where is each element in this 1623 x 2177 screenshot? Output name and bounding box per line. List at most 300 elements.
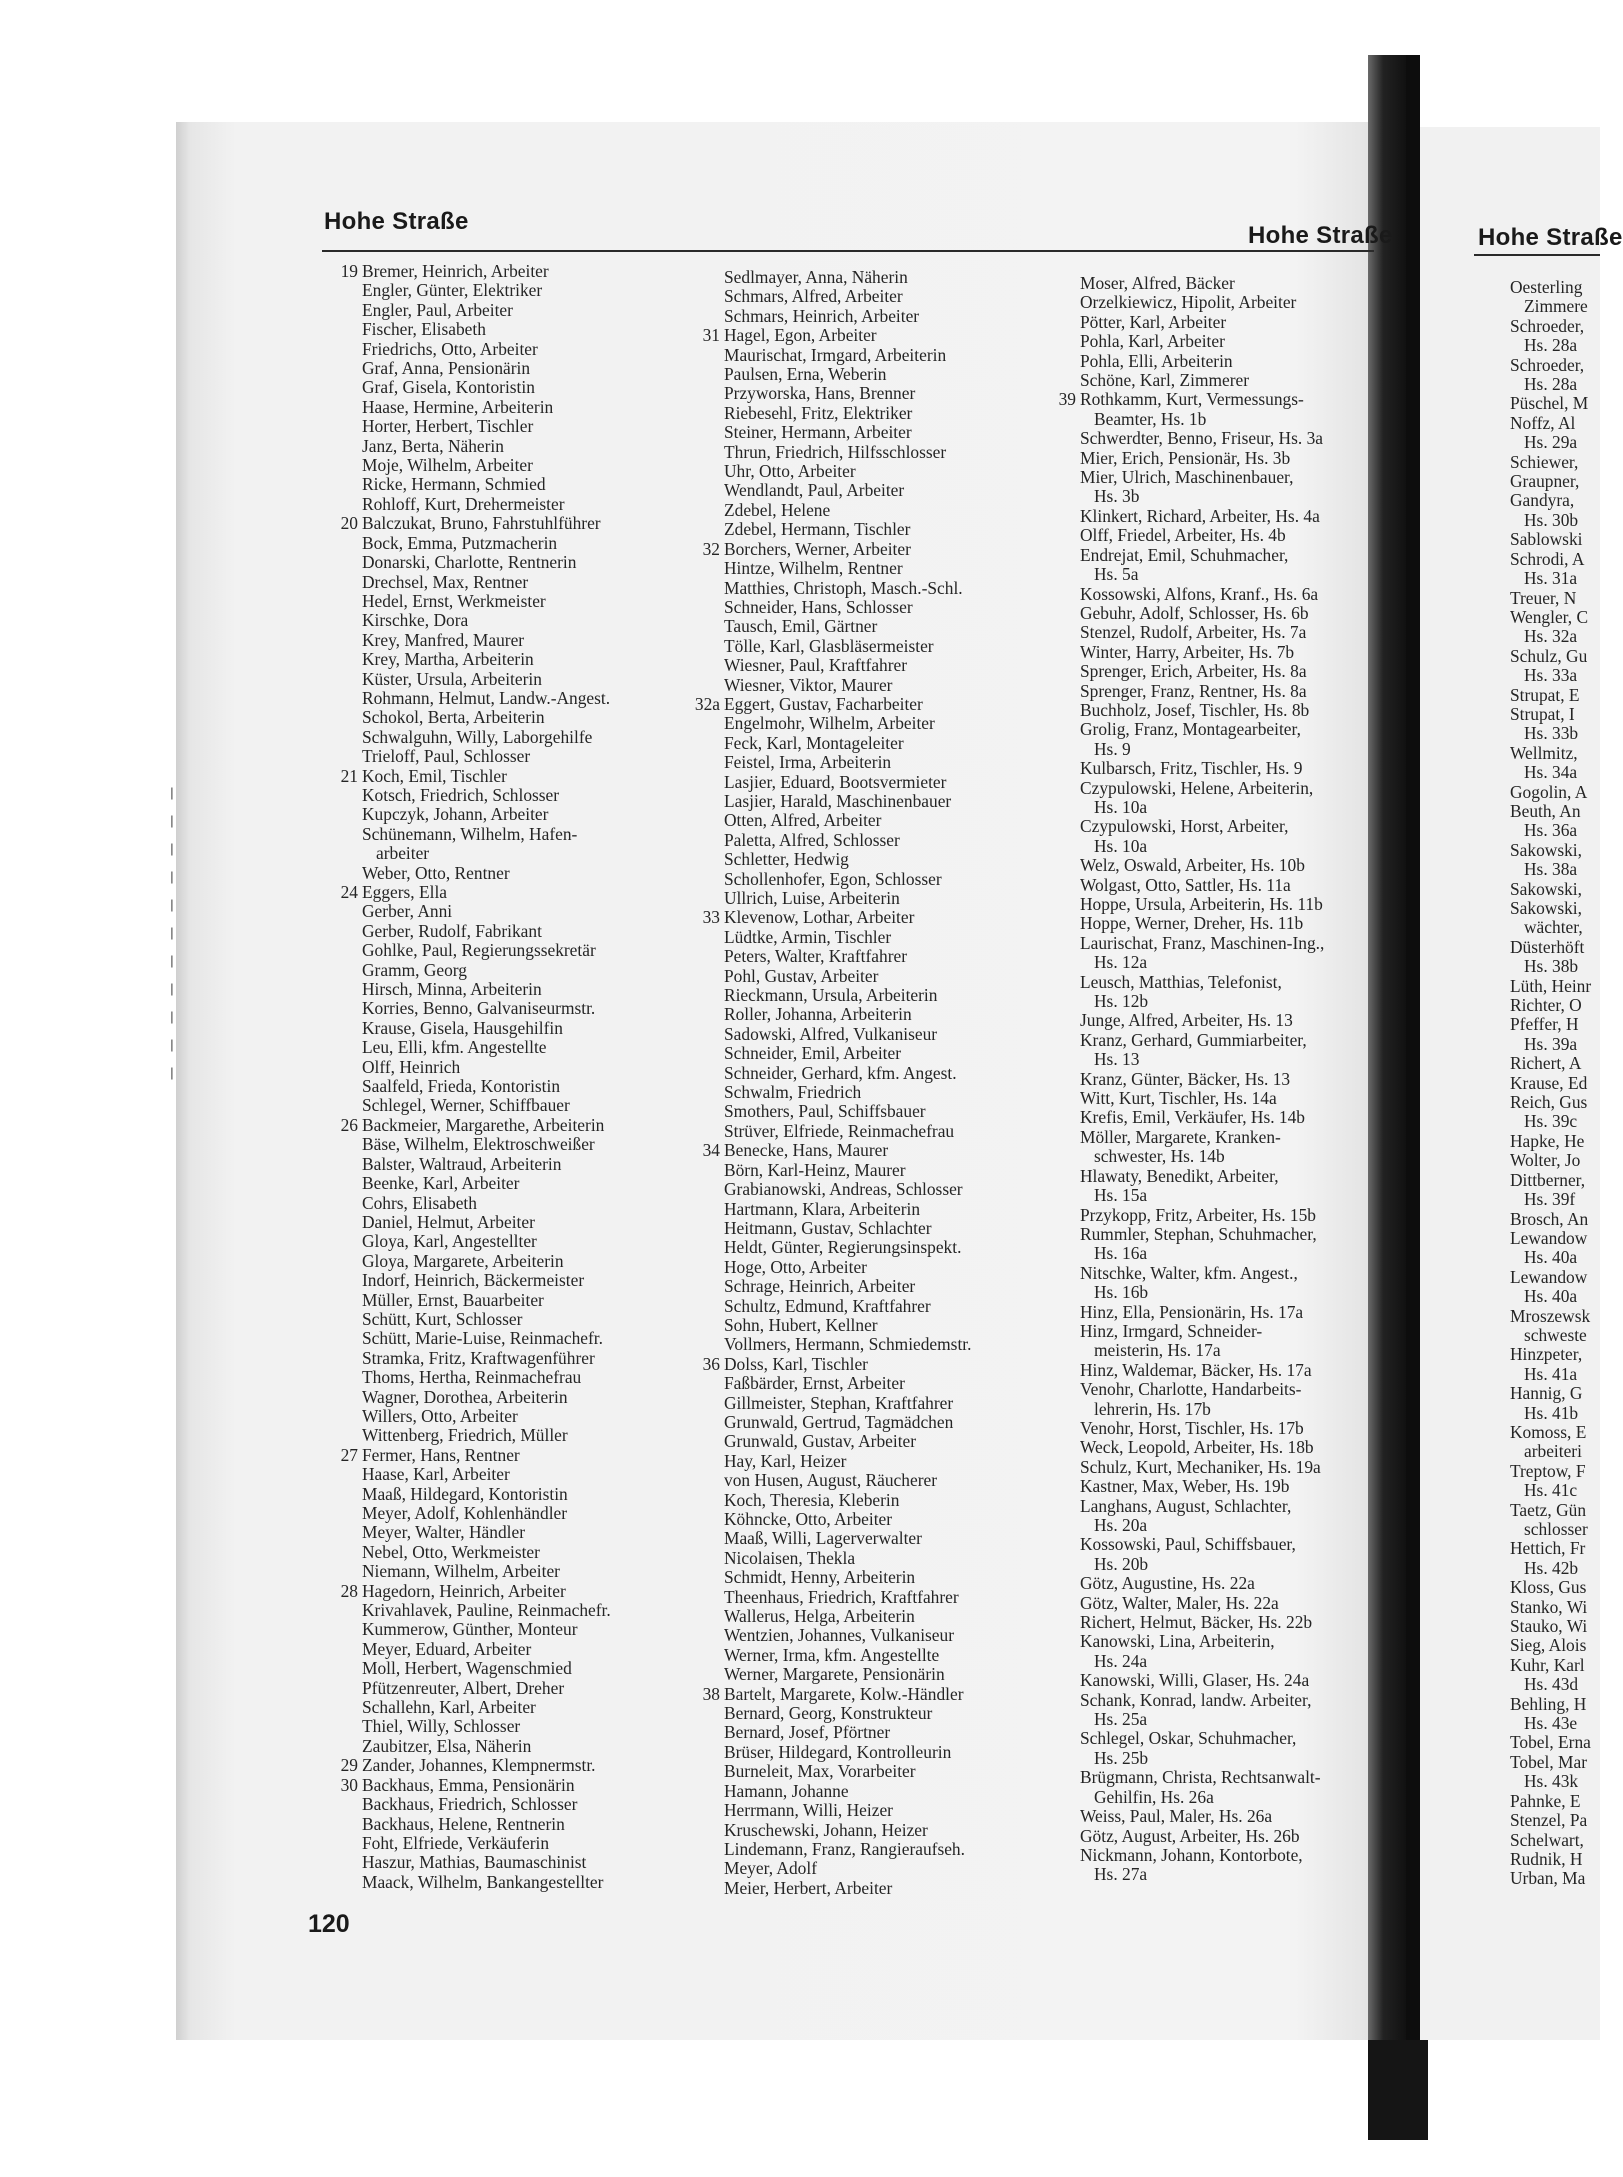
resident-text: Bernard, Josef, Pförtner	[724, 1722, 891, 1743]
resident-text: Richert, Helmut, Bäcker, Hs. 22b	[1080, 1612, 1313, 1633]
directory-entry	[340, 513, 658, 534]
resident-text: Hs. 5a	[1094, 564, 1139, 585]
resident-text: Wentzien, Johannes, Vulkaniseur	[724, 1625, 955, 1646]
directory-entry	[724, 1510, 1024, 1529]
house-number: 31	[702, 325, 720, 346]
resident-text: Cohrs, Elisabeth	[362, 1192, 477, 1213]
directory-entry	[1080, 1206, 1370, 1225]
directory-entry	[724, 1044, 1024, 1063]
directory-entry	[362, 1737, 658, 1756]
resident-text: Rohloff, Kurt, Drehermeister	[362, 493, 565, 514]
directory-entry	[1080, 1322, 1370, 1341]
next-page-entry: Treuer, N	[1510, 587, 1577, 608]
directory-entry	[724, 1025, 1024, 1044]
next-page-entry: Schroeder,	[1510, 315, 1585, 336]
directory-entry	[724, 1432, 1024, 1451]
directory-entry	[362, 1019, 658, 1038]
directory-entry	[362, 1640, 658, 1659]
directory-entry	[1080, 1147, 1370, 1166]
resident-text: Werner, Irma, kfm. Angestellte	[724, 1644, 940, 1665]
directory-entry	[702, 538, 1024, 559]
directory-entry	[362, 941, 658, 960]
directory-entry	[340, 1444, 658, 1465]
directory-entry	[724, 753, 1024, 772]
resident-text: Moll, Herbert, Wagenschmied	[362, 1658, 572, 1679]
resident-text: Steiner, Hermann, Arbeiter	[724, 422, 912, 443]
next-page-entry: Hs. 30b	[1524, 509, 1579, 530]
resident-text: Przykopp, Fritz, Arbeiter, Hs. 15b	[1080, 1204, 1316, 1225]
resident-text: Dolss, Karl, Tischler	[724, 1353, 868, 1374]
next-page-entry: Taetz, Gün	[1510, 1499, 1587, 1520]
resident-text: Feistel, Irma, Arbeiterin	[724, 752, 892, 773]
resident-text: Hagel, Egon, Arbeiter	[724, 325, 877, 346]
resident-text: Smothers, Paul, Schiffsbauer	[724, 1101, 926, 1122]
resident-text: Hintze, Wilhelm, Rentner	[724, 558, 903, 579]
directory-entry	[1080, 643, 1370, 662]
directory-entry	[724, 1568, 1024, 1587]
resident-text: Klinkert, Richard, Arbeiter, Hs. 4a	[1080, 505, 1320, 526]
resident-text: Kotsch, Friedrich, Schlosser	[362, 784, 560, 805]
resident-text: Uhr, Otto, Arbeiter	[724, 461, 856, 482]
resident-text: Gramm, Georg	[362, 959, 467, 980]
directory-entry	[362, 1853, 658, 1872]
directory-entry	[724, 811, 1024, 830]
directory-entry	[724, 637, 1024, 656]
directory-entry	[724, 1394, 1024, 1413]
next-page-entry: Treptow, F	[1510, 1460, 1586, 1481]
resident-text: Roller, Johanna, Arbeiterin	[724, 1004, 912, 1025]
directory-entry	[1080, 1807, 1370, 1826]
directory-entry	[362, 398, 658, 417]
directory-entry	[362, 1523, 658, 1542]
next-page-entry: arbeiteri	[1524, 1441, 1582, 1462]
directory-entry	[724, 850, 1024, 869]
directory-entry	[1080, 1089, 1370, 1108]
directory-entry	[362, 456, 658, 475]
resident-text: Riebesehl, Fritz, Elektriker	[724, 402, 913, 423]
resident-text: Moser, Alfred, Bäcker	[1080, 273, 1235, 293]
resident-text: Haase, Karl, Arbeiter	[362, 1464, 510, 1485]
resident-text: Krivahlavek, Pauline, Reinmachefr.	[362, 1600, 611, 1621]
directory-entry	[1080, 1691, 1370, 1710]
resident-text: Moje, Wilhelm, Arbeiter	[362, 455, 533, 476]
next-page-entry: Brosch, An	[1510, 1208, 1589, 1229]
directory-entry	[1080, 1632, 1370, 1651]
directory-entry	[340, 1774, 658, 1795]
resident-text: Drechsel, Max, Rentner	[362, 571, 529, 592]
directory-entry	[362, 1349, 658, 1368]
resident-text: Witt, Kurt, Tischler, Hs. 14a	[1080, 1088, 1277, 1109]
next-page-entry: Hinzpeter,	[1510, 1344, 1583, 1365]
resident-text: Bock, Emma, Putzmacherin	[362, 532, 558, 553]
resident-text: Lüdtke, Armin, Tischler	[724, 926, 892, 947]
resident-text: Indorf, Heinrich, Bäckermeister	[362, 1270, 585, 1291]
house-number: 38	[702, 1683, 720, 1704]
directory-entry	[1080, 1865, 1370, 1884]
resident-text: meisterin, Hs. 17a	[1094, 1340, 1221, 1361]
resident-text: Gloya, Karl, Angestellter	[362, 1231, 537, 1252]
resident-text: von Husen, August, Räucherer	[724, 1470, 937, 1491]
next-page-entry: Hs. 36a	[1524, 820, 1578, 841]
resident-text: Fermer, Hans, Rentner	[362, 1444, 520, 1465]
directory-entry	[362, 1717, 658, 1736]
directory-entry	[362, 1465, 658, 1484]
resident-text: Backhaus, Emma, Pensionärin	[362, 1774, 575, 1795]
resident-text: Willers, Otto, Arbeiter	[362, 1405, 518, 1426]
resident-text: Schwalguhn, Willy, Laborgehilfe	[362, 726, 593, 747]
directory-entry	[724, 1238, 1024, 1257]
resident-text: Kirschke, Dora	[362, 610, 469, 631]
directory-entry	[724, 1743, 1024, 1762]
directory-entry	[1080, 701, 1370, 720]
directory-entry	[362, 1174, 658, 1193]
resident-text: Schwerdter, Benno, Friseur, Hs. 3a	[1080, 428, 1323, 449]
directory-entry	[1080, 1827, 1370, 1846]
resident-text: Hlawaty, Benedikt, Arbeiter,	[1080, 1165, 1279, 1186]
resident-text: Meyer, Walter, Händler	[362, 1522, 525, 1543]
resident-text: Meyer, Adolf, Kohlenhändler	[362, 1503, 568, 1523]
directory-entry	[362, 902, 658, 921]
resident-text: Czypulowski, Horst, Arbeiter,	[1080, 816, 1289, 837]
next-page-entry: Hs. 39c	[1524, 1111, 1578, 1132]
resident-text: Gohlke, Paul, Regierungssekretär	[362, 940, 596, 961]
directory-entry	[1080, 798, 1370, 817]
next-page-entry: Hs. 41c	[1524, 1480, 1578, 1501]
directory-entry	[702, 1353, 1024, 1374]
house-number: 32	[702, 538, 720, 559]
directory-entry	[1080, 507, 1370, 526]
directory-entry	[362, 786, 658, 805]
resident-text: Schrage, Heinrich, Arbeiter	[724, 1276, 916, 1297]
resident-text: Hoppe, Ursula, Arbeiterin, Hs. 11b	[1080, 894, 1323, 914]
directory-entry	[362, 1543, 658, 1562]
directory-entry	[362, 708, 658, 727]
resident-text: Kruschewski, Johann, Heizer	[724, 1819, 928, 1840]
resident-text: Grolig, Franz, Montagearbeiter,	[1080, 719, 1301, 740]
resident-text: Beenke, Karl, Arbeiter	[362, 1173, 520, 1194]
directory-entry	[1080, 1050, 1370, 1069]
directory-entry	[362, 611, 658, 630]
directory-entry	[1058, 389, 1370, 410]
directory-entry	[724, 1258, 1024, 1277]
next-page-entry: Lewandow	[1510, 1266, 1588, 1287]
directory-entry	[1080, 1846, 1370, 1865]
next-page-entry: Wengler, C	[1510, 606, 1589, 627]
resident-text: Fischer, Elisabeth	[362, 319, 486, 340]
resident-text: Hs. 24a	[1094, 1650, 1148, 1671]
next-page-entry: Pahnke, E	[1510, 1790, 1581, 1811]
resident-text: Nickmann, Johann, Kontorbote,	[1080, 1844, 1303, 1865]
resident-text: Hs. 15a	[1094, 1185, 1148, 1206]
directory-entry	[1080, 1167, 1370, 1186]
directory-entry	[1080, 1458, 1370, 1477]
house-number: 21	[340, 765, 358, 786]
directory-entry	[362, 1679, 658, 1698]
resident-text: Nitschke, Walter, kfm. Angest.,	[1080, 1262, 1298, 1283]
resident-text: Paulsen, Erna, Weberin	[724, 364, 887, 385]
directory-entry	[724, 617, 1024, 636]
directory-entry	[362, 1232, 658, 1251]
directory-entry	[1080, 934, 1370, 953]
resident-text: Hs. 20a	[1094, 1515, 1148, 1535]
directory-entry	[702, 1683, 1024, 1704]
resident-text: Schokol, Berta, Arbeiterin	[362, 707, 545, 728]
resident-text: Laurischat, Franz, Maschinen-Ing.,	[1080, 932, 1325, 953]
next-page-entry: Rudnik, H	[1510, 1848, 1583, 1869]
directory-entry	[1080, 720, 1370, 739]
directory-entry	[362, 1194, 658, 1213]
resident-text: Friedrichs, Otto, Arbeiter	[362, 338, 538, 359]
next-page-entry: Sakowski,	[1510, 839, 1582, 860]
page-header-left: Hohe Straße	[324, 208, 469, 235]
resident-text: Sohn, Hubert, Kellner	[724, 1314, 878, 1335]
next-page-entry: schlosser	[1524, 1519, 1588, 1539]
resident-text: Hirsch, Minna, Arbeiterin	[362, 979, 542, 1000]
directory-entry	[362, 1562, 658, 1581]
directory-entry	[1080, 585, 1370, 604]
directory-entry	[1080, 992, 1370, 1011]
directory-entry	[362, 1155, 658, 1174]
resident-text: Heldt, Günter, Regierungsinspekt.	[724, 1237, 962, 1258]
directory-entry	[362, 437, 658, 456]
resident-text: Leusch, Matthias, Telefonist,	[1080, 971, 1282, 992]
directory-entry	[1080, 1749, 1370, 1768]
resident-text: Maaß, Hildegard, Kontoristin	[362, 1483, 568, 1504]
resident-text: Pohla, Elli, Arbeiterin	[1080, 350, 1233, 371]
directory-entry	[362, 592, 658, 611]
next-page-entry: Schiewer,	[1510, 451, 1579, 472]
directory-entry	[362, 281, 658, 300]
directory-entry	[362, 844, 658, 863]
next-page-entry: Tobel, Mar	[1510, 1751, 1588, 1772]
resident-text: Kranz, Gerhard, Gummiarbeiter,	[1080, 1029, 1307, 1050]
directory-entry	[724, 1821, 1024, 1840]
directory-entry	[1080, 1380, 1370, 1399]
resident-text: Kranz, Günter, Bäcker, Hs. 13	[1080, 1068, 1291, 1089]
resident-text: Foht, Elfriede, Verkäuferin	[362, 1832, 550, 1853]
resident-text: Schütt, Kurt, Schlosser	[362, 1308, 523, 1329]
directory-entry	[724, 656, 1024, 675]
resident-text: Niemann, Wilhelm, Arbeiter	[362, 1561, 560, 1582]
resident-text: Koch, Emil, Tischler	[362, 765, 507, 786]
next-page-entry: Hs. 33a	[1524, 665, 1578, 686]
directory-entry	[1080, 565, 1370, 584]
directory-entry	[724, 889, 1024, 908]
next-page-entry: Düsterhöft	[1510, 936, 1585, 957]
next-page-entry: wächter,	[1524, 917, 1583, 938]
directory-entry	[1080, 740, 1370, 759]
directory-entry	[724, 1471, 1024, 1490]
next-page-entry: Stenzel, Pa	[1510, 1810, 1588, 1831]
resident-text: Schlegel, Werner, Schiffbauer	[362, 1095, 570, 1116]
resident-text: Backhaus, Helene, Rentnerin	[362, 1813, 565, 1834]
resident-text: Theenhaus, Friedrich, Kraftfahrer	[724, 1586, 959, 1607]
directory-entry	[702, 907, 1024, 928]
directory-entry	[702, 325, 1024, 346]
next-page-entry: Noffz, Al	[1510, 412, 1576, 433]
next-page-entry: Stanko, Wi	[1510, 1596, 1588, 1617]
directory-entry	[340, 1755, 658, 1776]
next-page-entry: Tobel, Erna	[1510, 1732, 1591, 1753]
resident-text: Lasjier, Eduard, Bootsvermieter	[724, 771, 947, 792]
directory-entry	[1080, 1535, 1370, 1554]
directory-entry	[724, 676, 1024, 695]
house-number: 33	[702, 907, 720, 928]
directory-entry	[362, 1213, 658, 1232]
next-page-entry: Beuth, An	[1510, 800, 1581, 821]
resident-text: lehrerin, Hs. 17b	[1094, 1398, 1211, 1419]
book-spine	[1368, 55, 1406, 2125]
resident-text: Sedlmayer, Anna, Näherin	[724, 267, 908, 287]
directory-entry	[1080, 662, 1370, 681]
resident-text: Werner, Margarete, Pensionärin	[724, 1664, 945, 1685]
resident-text: Lindemann, Franz, Rangieraufseh.	[724, 1838, 965, 1859]
resident-text: Bremer, Heinrich, Arbeiter	[362, 261, 549, 281]
next-page-entry: Sakowski,	[1510, 898, 1582, 918]
address-column-1	[340, 261, 658, 1892]
house-number: 36	[702, 1353, 720, 1374]
directory-entry	[724, 1219, 1024, 1238]
directory-entry	[362, 1038, 658, 1057]
directory-entry	[724, 481, 1024, 500]
directory-entry	[724, 384, 1024, 403]
page-number: 120	[308, 1910, 350, 1938]
directory-entry	[1080, 1264, 1370, 1283]
next-page-entry: Dittberner,	[1510, 1169, 1586, 1190]
house-number: 34	[702, 1140, 720, 1161]
directory-entry	[362, 1873, 658, 1892]
resident-text: Bäse, Wilhelm, Elektroschweißer	[362, 1134, 595, 1155]
address-column-3	[1058, 273, 1370, 1885]
resident-text: Langhans, August, Schlachter,	[1080, 1495, 1292, 1516]
directory-entry	[362, 1485, 658, 1504]
resident-text: Schallehn, Karl, Arbeiter	[362, 1697, 536, 1718]
resident-text: Hs. 12b	[1094, 991, 1149, 1012]
directory-entry	[362, 475, 658, 494]
directory-entry	[1080, 1710, 1370, 1729]
directory-entry	[1080, 332, 1370, 351]
resident-text: Gerber, Anni	[362, 901, 453, 922]
resident-text: Börn, Karl-Heinz, Maurer	[724, 1159, 906, 1180]
resident-text: Hs. 20b	[1094, 1553, 1149, 1574]
header-rule	[322, 250, 1374, 252]
resident-text: Hs. 16b	[1094, 1282, 1149, 1303]
resident-text: Czypulowski, Helene, Arbeiterin,	[1080, 777, 1314, 798]
resident-text: Benecke, Hans, Maurer	[724, 1140, 889, 1161]
directory-entry	[724, 520, 1024, 539]
resident-text: Gerber, Rudolf, Fabrikant	[362, 920, 542, 941]
directory-entry	[724, 773, 1024, 792]
directory-entry	[724, 598, 1024, 617]
next-page-entry: Hs. 43k	[1524, 1771, 1579, 1792]
directory-entry	[1080, 293, 1370, 312]
resident-text: Tölle, Karl, Glasbläsermeister	[724, 635, 934, 656]
house-number: 20	[340, 513, 358, 534]
resident-text: Schmars, Alfred, Arbeiter	[724, 286, 903, 307]
resident-text: Schmars, Heinrich, Arbeiter	[724, 305, 920, 326]
resident-text: Wiesner, Viktor, Maurer	[724, 674, 893, 695]
resident-text: Hinz, Waldemar, Bäcker, Hs. 17a	[1080, 1359, 1312, 1380]
directory-entry	[724, 346, 1024, 365]
directory-entry	[724, 1491, 1024, 1510]
next-page-entry: Hs. 29a	[1524, 432, 1578, 453]
directory-entry	[1080, 1244, 1370, 1263]
resident-text: Hagedorn, Heinrich, Arbeiter	[362, 1580, 566, 1601]
next-page-entry: Sablowski	[1510, 529, 1583, 550]
directory-entry	[340, 882, 658, 902]
next-page-entry: Hs. 41a	[1524, 1363, 1578, 1384]
resident-text: Hs. 3b	[1094, 486, 1140, 507]
next-page-entry: Reich, Gus	[1510, 1092, 1588, 1113]
resident-text: Meyer, Adolf	[724, 1858, 817, 1879]
directory-entry	[724, 1374, 1024, 1393]
directory-entry	[362, 378, 658, 397]
directory-entry	[1080, 1186, 1370, 1205]
directory-entry	[362, 1504, 658, 1523]
directory-entry	[1080, 1652, 1370, 1671]
next-page-entry: Hs. 33b	[1524, 723, 1579, 744]
resident-text: Hs. 9	[1094, 738, 1131, 759]
directory-entry	[362, 728, 658, 747]
directory-entry	[1080, 352, 1370, 371]
house-number: 24	[340, 882, 358, 902]
resident-text: Wiesner, Paul, Kraftfahrer	[724, 655, 908, 676]
directory-entry	[1080, 1400, 1370, 1419]
directory-entry	[1080, 895, 1370, 914]
directory-entry	[1080, 856, 1370, 875]
resident-text: Schollenhofer, Egon, Schlosser	[724, 868, 942, 889]
next-page-entry: Lewandow	[1510, 1227, 1588, 1248]
directory-entry	[362, 340, 658, 359]
directory-entry	[1080, 682, 1370, 701]
resident-text: Herrmann, Willi, Heizer	[724, 1800, 893, 1821]
house-number: 29	[340, 1755, 358, 1776]
resident-text: Daniel, Helmut, Arbeiter	[362, 1211, 535, 1232]
directory-entry	[1080, 1477, 1370, 1496]
next-page-rule	[1474, 254, 1600, 256]
resident-text: Kupczyk, Johann, Arbeiter	[362, 804, 549, 825]
directory-entry	[1080, 1070, 1370, 1089]
resident-text: Brügmann, Christa, Rechtsanwalt-	[1080, 1767, 1321, 1788]
directory-entry	[1080, 1594, 1370, 1613]
resident-text: Schmidt, Henny, Arbeiterin	[724, 1567, 916, 1588]
directory-entry	[362, 359, 658, 378]
directory-entry	[362, 1795, 658, 1814]
directory-entry	[1080, 1225, 1370, 1244]
directory-entry	[1080, 953, 1370, 972]
directory-entry	[1080, 1497, 1370, 1516]
resident-text: Weiss, Paul, Maler, Hs. 26a	[1080, 1806, 1273, 1827]
next-page-entry: Hs. 28a	[1524, 335, 1578, 356]
resident-text: Schank, Konrad, landw. Arbeiter,	[1080, 1689, 1312, 1710]
resident-text: Peters, Walter, Kraftfahrer	[724, 946, 907, 967]
resident-text: Brüser, Hildegard, Kontrolleurin	[724, 1741, 952, 1762]
resident-text: Pohla, Karl, Arbeiter	[1080, 331, 1225, 352]
resident-text: Otten, Alfred, Arbeiter	[724, 810, 882, 831]
resident-text: Hs. 10a	[1094, 835, 1148, 856]
resident-text: Hamann, Johanne	[724, 1780, 849, 1801]
directory-entry	[362, 1135, 658, 1154]
directory-entry	[1080, 1108, 1370, 1127]
directory-entry	[1080, 1128, 1370, 1147]
directory-entry	[1080, 759, 1370, 778]
resident-text: Krey, Martha, Arbeiterin	[362, 649, 534, 670]
next-page-entry: Urban, Ma	[1510, 1868, 1586, 1889]
directory-entry	[1080, 837, 1370, 856]
directory-entry	[362, 1310, 658, 1329]
next-page-entry: Hs. 40a	[1524, 1286, 1578, 1307]
resident-text: Burneleit, Max, Vorarbeiter	[724, 1761, 916, 1782]
